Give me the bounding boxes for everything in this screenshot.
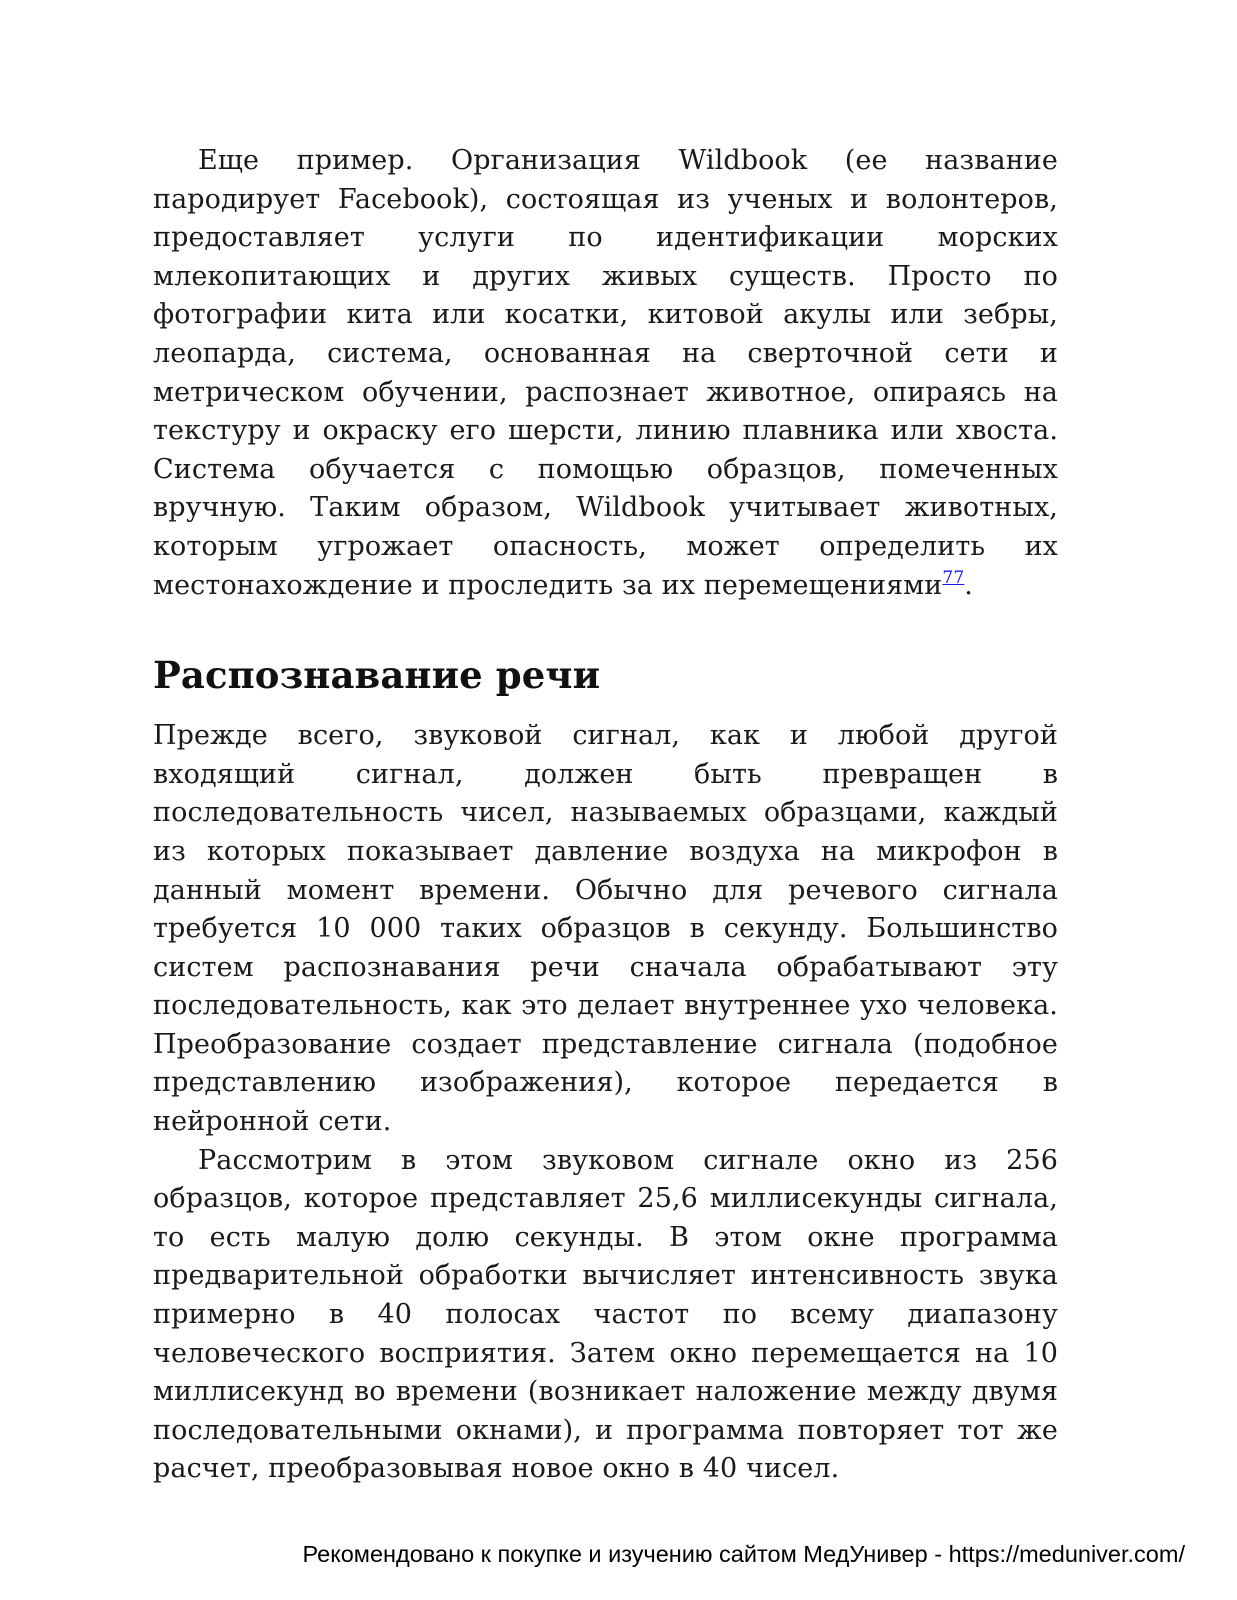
paragraph-audio-signal: Прежде всего, звуковой сигнал, как и любой другой входящий сигнал, должен быть превращен в последовательность чисел, называемых образцами, каждый из которых показывает давление воздуха на микрофон в данный момент времени. Обычно для речевого сигнала требуется 10 000 таких образцов в секунду. Большинство систем распознавания речи сначала обрабатывают эту последовательность, как это делает внутреннее ухо человека. Преобразование создает представление сигнала (подобное представлению изображения), которое передается в нейронной сети. [153, 720, 1058, 1138]
footnote-link-77[interactable]: 77 [942, 567, 965, 588]
section-heading-speech-recognition: Распознавание речи [153, 653, 601, 698]
paragraph-window-samples: Рассмотрим в этом звуковом сигнале окно из 256 образцов, которое представляет 25,6 миллисекунды сигнала, то есть малую долю секунды. В этом окне программа предварительной обработки вычисляет интенсивность звука примерно в 40 полосах частот по всему диапазону человеческого восприятия. Затем окно перемещается на 10 миллисекунд во времени (возникает наложение между двумя последовательными окнами), и программа повторяет тот же расчет, преобразовывая новое окно в 40 чисел. [153, 1144, 1058, 1485]
paragraph-wildbook-text: Еще пример. Организация Wildbook (ее название пародирует Facebook), состоящая из ученых и волонтеров, предоставляет услуги по идентификации морских млекопитающих и других живых существ. Просто по фотографии кита или косатки, китовой акулы или зебры, леопарда, система, основанная на сверточной сети и метрическом обучении, распознает животное, опираясь на текстуру и окраску его шерсти, линию плавника или хвоста. Система обучается с помощью образцов, помеченных вручную. Таким образом, Wildbook учитывает животных, которым угрожает опасность, может определить их местонахождение и проследить за их перемещениями [153, 145, 1058, 601]
document-page [153, 142, 1058, 1489]
paragraph-wildbook [153, 142, 1058, 605]
paragraph-wildbook-end: . [964, 569, 973, 601]
footer-recommendation: Рекомендовано к покупке и изучению сайтом МедУнивер - https://meduniver.com/ [302, 1541, 1185, 1567]
